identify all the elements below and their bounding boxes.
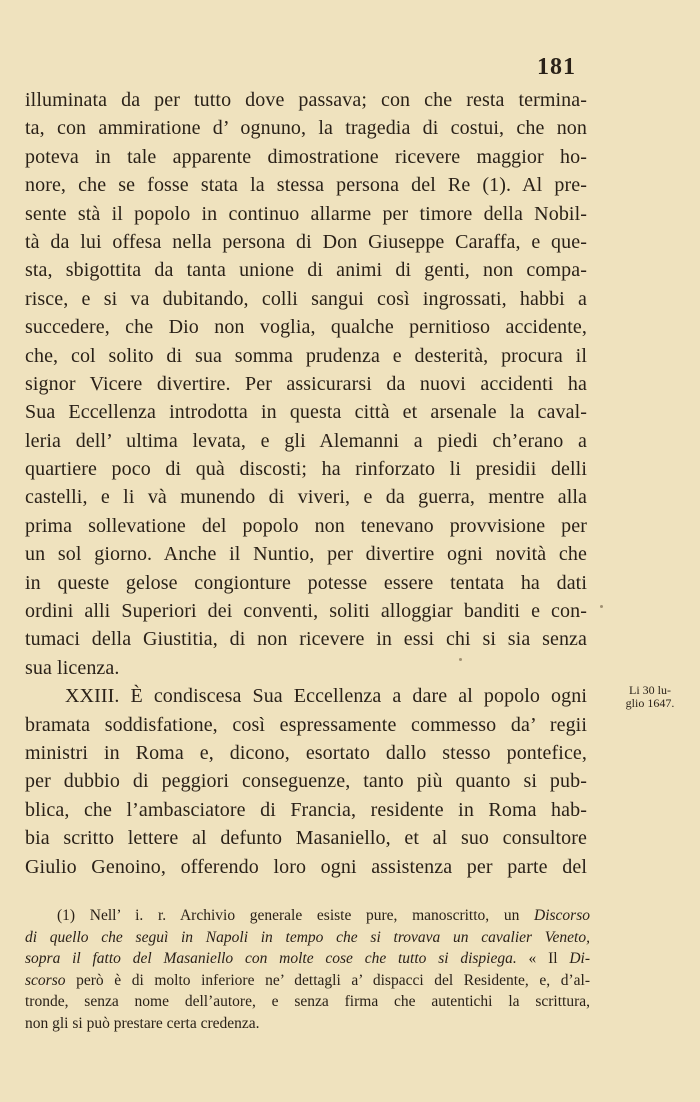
ink-speck	[600, 605, 603, 608]
text-line: ordini alli Superiori dei conventi, soliti alloggiar banditi e con-	[25, 600, 587, 623]
text-line: leria dell’ ultima levata, e gli Alemanni a piedi ch’erano a	[25, 429, 587, 452]
footnote-line: (1) Nell’ i. r. Archivio generale esiste pure, manoscritto, un Discorso	[57, 907, 590, 924]
section-heading-line: XXIII. È condiscesa Sua Eccellenza a dare al popolo ogni	[65, 685, 587, 708]
text-line: per dubbio di peggiori conseguenze, tanto più quanto si pub-	[25, 770, 587, 793]
text-line: blica, che l’ambasciatore di Francia, residente in Roma hab-	[25, 798, 587, 821]
text-line: bramata soddisfatione, così espressamente commesso da’ regii	[25, 713, 587, 736]
text-line: quartiere poco di quà discosti; ha rinforzato li presidii delli	[25, 458, 587, 481]
margin-date-note	[603, 684, 697, 710]
text-line: prima sollevatione del popolo non tenevano provvisione per	[25, 514, 587, 537]
text-line: Giulio Genoino, offerendo loro ogni assistenza per parte del	[25, 855, 587, 878]
footnote-line: tronde, senza nome dell’autore, e senza firma che autentichi la scrittura,	[25, 993, 590, 1010]
paragraph-end-line: sua licenza.	[25, 656, 120, 679]
margin-note-line: Li 30 lu-	[629, 683, 671, 697]
margin-note-line: glio 1647.	[625, 696, 675, 710]
text-line: in queste gelose congionture potesse essere tentata ha dati	[25, 571, 587, 594]
text-line: nore, che se fosse stata la stessa persona del Re (1). Al pre-	[25, 174, 587, 197]
footnote-line: scorso però è di molto inferiore ne’ dettagli a’ dispacci del Residente, e, d’al-	[25, 971, 590, 989]
text-line: signor Vicere divertire. Per assicurarsi da nuovi accidenti ha	[25, 372, 587, 395]
text-line: tà da lui offesa nella persona di Don Giuseppe Caraffa, e que-	[25, 230, 587, 253]
text-line: castelli, e li và munendo di viveri, e da guerra, mentre alla	[25, 486, 587, 509]
text-line: poteva in tale apparente dimostratione ricevere maggior ho-	[25, 145, 587, 168]
text-line: sta, sbigottita da tanta unione di animi di genti, non compa-	[25, 259, 587, 282]
footnote	[25, 905, 590, 1034]
page-number: 181	[537, 54, 576, 80]
footnote-line: sopra il fatto del Masaniello con molte cose che tutto si dispiega. « Il Di-	[25, 950, 590, 967]
text-line: che, col solito di sua somma prudenza e desterità, procura il	[25, 344, 587, 367]
text-line: ministri in Roma e, dicono, esortato dallo stesso pontefice,	[25, 741, 587, 764]
text-line: sente stà il popolo in continuo allarme per timore della Nobil-	[25, 202, 587, 225]
text-line: risce, e si va dubitando, colli sangui così ingrossati, habbi a	[25, 287, 587, 310]
text-line: Sua Eccellenza introdotta in questa città et arsenale la caval-	[25, 401, 587, 424]
footnote-line: non gli si può prestare certa credenza.	[25, 1014, 260, 1032]
text-line: un sol giorno. Anche il Nuntio, per divertire ogni novità che	[25, 543, 587, 566]
main-text-block	[25, 86, 587, 881]
footnote-line: di quello che seguì in Napoli in tempo che si trovava un cavalier Veneto,	[25, 928, 590, 946]
text-line: tumaci della Giustitia, di non ricevere in essi chi si sia senza	[25, 628, 587, 651]
text-line: illuminata da per tutto dove passava; con che resta termina-	[25, 89, 587, 111]
text-line: succedere, che Dio non voglia, qualche pernitioso accidente,	[25, 316, 587, 339]
text-line: bia scritto lettere al defunto Masaniello, et al suo consultore	[25, 827, 587, 850]
ink-speck	[459, 658, 462, 661]
text-line: ta, con ammiratione d’ ognuno, la tragedia di costui, che non	[25, 117, 587, 140]
